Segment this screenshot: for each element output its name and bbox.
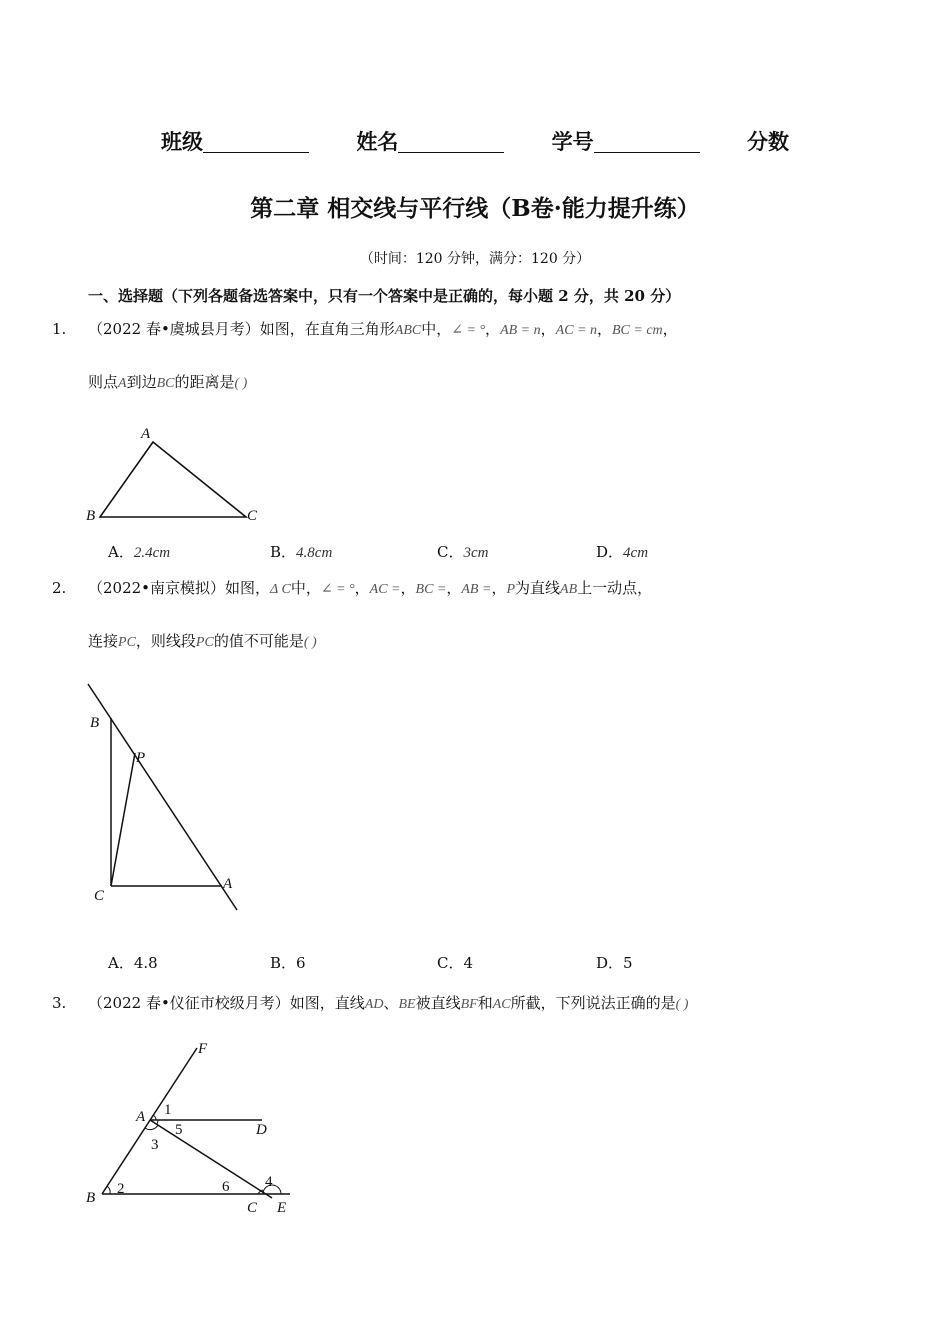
section-heading: 一、选择题（下列各题备选答案中，只有一个答案中是正确的，每小题 2 分，共 20 分） [88, 287, 681, 305]
q1-option-c[interactable] [437, 541, 488, 562]
student-info-line [0, 126, 950, 156]
q1-text-a: 则点 [88, 373, 119, 391]
q3-transversal-figure [80, 1040, 310, 1220]
q2-answer-paren[interactable]: ( ) [303, 635, 317, 650]
q1-option-d-value: 4cm [623, 545, 649, 561]
q3-label-4: 4 [265, 1174, 273, 1190]
q1-text-c: 的距离是 [174, 373, 235, 391]
q3-math-ac: AC [492, 997, 511, 1012]
page-title: 第二章 相交线与平行线（B卷·能力提升练） [250, 195, 700, 222]
id-label: 学号 [551, 129, 594, 154]
q1-text-b: 到边 [126, 373, 157, 391]
q1-comma-1: ， [485, 320, 501, 338]
q2-option-c[interactable] [437, 952, 473, 973]
q3-math-ad: AD [364, 997, 384, 1012]
q2-text-a: 连接 [88, 632, 119, 650]
q3-label-1: 1 [164, 1102, 172, 1118]
q2-option-b-label: B． [270, 954, 297, 972]
q2-option-b-value: 6 [296, 954, 306, 972]
q2-math-ab2: AB [560, 582, 578, 597]
q2-math-pc2: PC [195, 635, 214, 650]
q2-option-d-value: 5 [623, 954, 633, 972]
q2-comma-2: ， [400, 579, 416, 597]
q3-source: （2022 春•仪征市校级月考）如图，直线 [88, 994, 365, 1012]
name-blank[interactable] [398, 130, 504, 153]
q1-option-d-label: D． [596, 543, 624, 561]
q2-math-p: P [506, 582, 516, 597]
q3-text-1: 被直线 [415, 994, 461, 1012]
q2-label-p: P [136, 750, 146, 766]
q1-math-bc2: BC [156, 376, 175, 391]
q2-text-1: 为直线 [515, 579, 561, 597]
q3-label-b: B [86, 1190, 96, 1206]
q1-option-b[interactable] [270, 541, 332, 562]
q1-triangle-figure [80, 420, 270, 530]
q2-option-a[interactable] [108, 952, 158, 973]
q3-answer-paren[interactable]: ( ) [675, 997, 689, 1012]
q1-comma-4: ， [662, 320, 678, 338]
q3-angle-arc-2 [107, 1186, 110, 1194]
q3-label-c: C [247, 1200, 258, 1216]
q2-math-angle: ∠ = ° [320, 582, 355, 597]
q2-math-pc: PC [118, 635, 136, 650]
q2-comma-1: ， [354, 579, 370, 597]
q3-label-a: A [136, 1109, 146, 1125]
q1-comma-3: ， [596, 320, 612, 338]
q3-line-bf [102, 1048, 197, 1194]
q2-label-c: C [94, 888, 105, 904]
q1-option-a[interactable] [108, 541, 170, 562]
q3-label-6: 6 [222, 1179, 230, 1195]
q3-text-2: 和 [477, 994, 493, 1012]
q1-option-c-value: 3cm [463, 545, 489, 561]
q2-option-c-value: 4 [463, 954, 474, 972]
q2-option-b[interactable] [270, 952, 306, 973]
q2-text-zhong: 中， [290, 579, 321, 597]
q2-comma-3: ， [446, 579, 462, 597]
q2-segment-pc [111, 753, 135, 886]
class-blank[interactable] [203, 130, 309, 153]
q3-label-5: 5 [175, 1122, 183, 1138]
q1-triangle-shape [100, 442, 246, 517]
q1-source: （2022 春•虞城县月考）如图，在直角三角形 [88, 320, 395, 338]
q3-stem-line1 [88, 992, 688, 1013]
q1-math-ab: AB = n [500, 323, 541, 338]
score-label: 分数 [746, 129, 789, 154]
q2-stem-line1 [88, 577, 652, 598]
q3-label-3: 3 [151, 1137, 159, 1153]
q2-option-c-label: C． [437, 954, 464, 972]
q3-number: 3. [52, 994, 67, 1012]
q3-label-f: F [198, 1041, 208, 1057]
q2-label-b: B [90, 715, 100, 731]
q1-option-a-label: A． [108, 543, 134, 561]
q3-text-sep: 、 [383, 994, 399, 1012]
q2-option-d-label: D． [596, 954, 624, 972]
q2-comma-4: ， [491, 579, 507, 597]
id-blank[interactable] [594, 130, 700, 153]
q2-math-ab: AB = [461, 582, 492, 597]
q1-option-a-value: 2.4cm [133, 545, 171, 561]
q1-math-a: A [118, 376, 127, 391]
q2-option-a-value: 4.8 [133, 954, 158, 972]
q1-text-zhong: 中， [421, 320, 452, 338]
q2-stem-line2 [88, 630, 317, 651]
q3-label-2: 2 [117, 1181, 125, 1197]
q2-text-2: 上一动点， [577, 579, 653, 597]
q1-math-bc: BC = cm [612, 323, 663, 338]
q2-triangle-figure [80, 680, 250, 915]
q2-label-a: A [223, 876, 233, 892]
q1-stem-line1 [88, 318, 678, 339]
q3-line-ac [150, 1120, 272, 1198]
q3-label-d: D [256, 1122, 267, 1138]
q2-number: 2. [52, 579, 67, 597]
q2-math-tri: Δ C [270, 582, 291, 597]
name-label: 姓名 [356, 129, 399, 154]
q1-option-c-label: C． [437, 543, 464, 561]
q1-label-a: A [141, 426, 151, 442]
q2-text-b: ，则线段 [135, 632, 196, 650]
exam-time-info: （时间：120 分钟，满分：120 分） [359, 251, 591, 267]
q2-text-c: 的值不可能是 [213, 632, 304, 650]
q1-number: 1. [52, 320, 67, 338]
q2-math-bc: BC = [415, 582, 447, 597]
q1-stem-line2 [88, 371, 247, 392]
q1-math-abc: ABC [394, 323, 422, 338]
q2-source: （2022•南京模拟）如图， [88, 579, 271, 597]
q3-math-be: BE [398, 997, 416, 1012]
q1-comma-2: ， [540, 320, 556, 338]
q2-option-a-label: A． [108, 954, 134, 972]
q1-option-d[interactable] [596, 541, 648, 562]
q3-math-bf: BF [460, 997, 478, 1012]
q1-option-b-value: 4.8cm [296, 545, 333, 561]
q1-option-b-label: B． [270, 543, 297, 561]
q1-label-c: C [247, 508, 258, 524]
q2-option-d[interactable] [596, 952, 633, 973]
q3-label-e: E [277, 1200, 287, 1216]
q1-answer-paren[interactable]: ( ) [234, 376, 248, 391]
q3-text-3: 所截，下列说法正确的是 [510, 994, 676, 1012]
class-label: 班级 [161, 129, 204, 154]
q1-math-angle: ∠ = ° [451, 323, 486, 338]
q2-math-ac: AC = [369, 582, 401, 597]
q1-math-ac: AC = n [555, 323, 597, 338]
q1-label-b: B [86, 508, 96, 524]
